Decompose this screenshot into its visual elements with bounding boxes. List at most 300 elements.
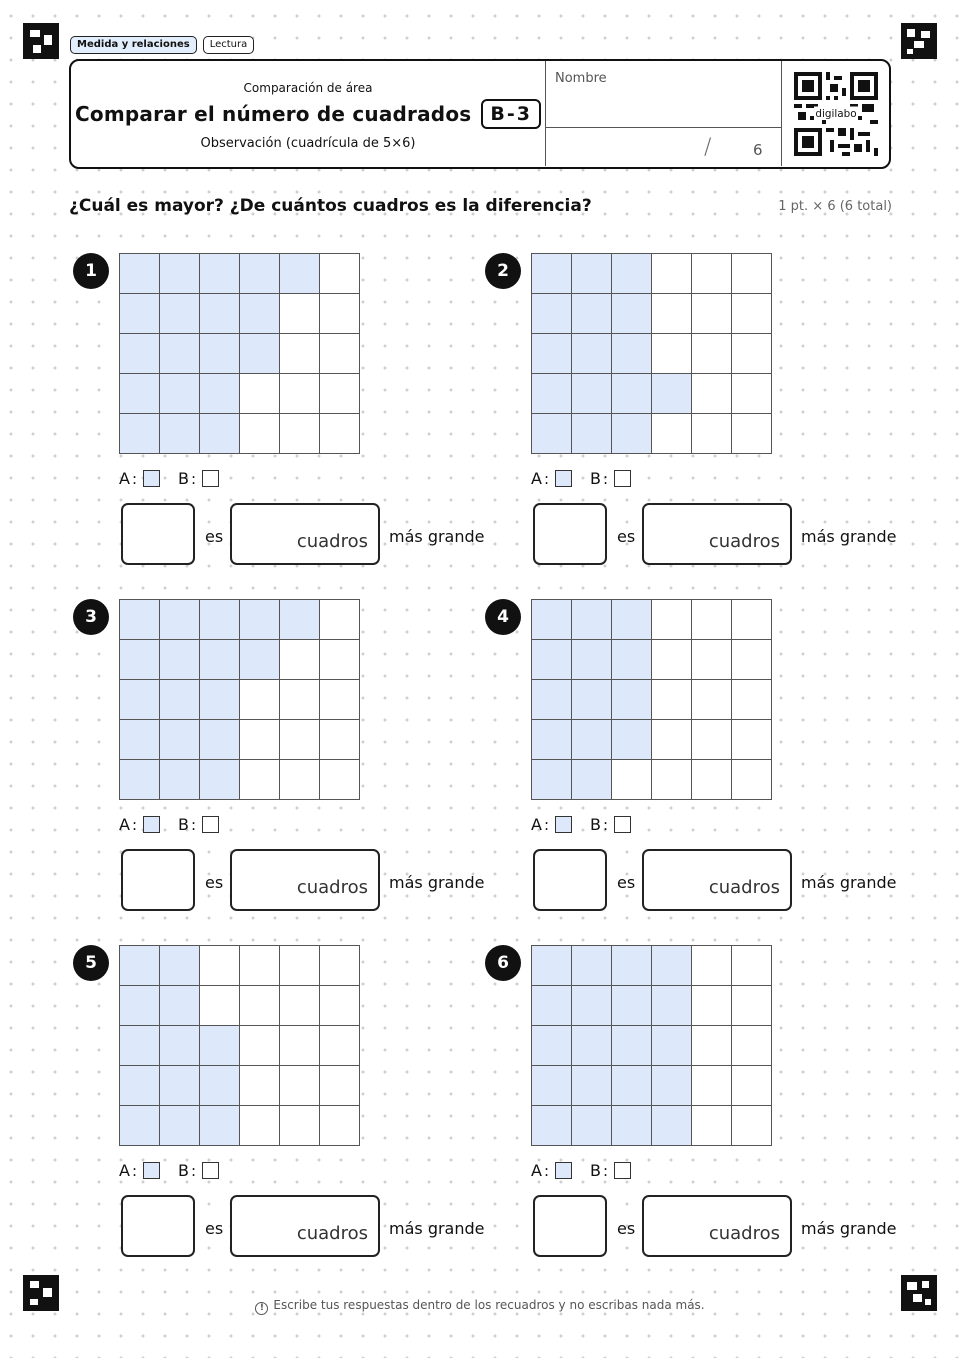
title-row	[71, 99, 545, 129]
answer-unit-label: cuadros	[708, 1223, 780, 1244]
grid-cell-b	[280, 1106, 320, 1146]
grid-cell-a	[572, 600, 612, 640]
grid-cell-a	[160, 1106, 200, 1146]
legend-b-label: B	[590, 469, 601, 488]
grid-cell-a	[200, 1066, 240, 1106]
answer-box-count[interactable]	[642, 849, 792, 911]
legend-a-label: A	[531, 815, 542, 834]
grid-cell-b	[692, 600, 732, 640]
legend-colon: :	[131, 815, 138, 834]
title-block	[71, 61, 545, 166]
answer-row	[533, 849, 905, 911]
legend-b-label: B	[178, 469, 189, 488]
problem-6	[485, 945, 905, 1285]
grid-cell-a	[120, 1106, 160, 1146]
grid-cell-b	[320, 1106, 360, 1146]
grid-cell-b	[240, 986, 280, 1026]
grid-cell-b	[652, 600, 692, 640]
answer-unit-label: cuadros	[296, 1223, 368, 1244]
comparison-grid	[531, 945, 772, 1146]
grid-cell-b	[240, 1106, 280, 1146]
grid-cell-a	[160, 986, 200, 1026]
grid-cell-a	[160, 760, 200, 800]
grid-cell-a	[572, 720, 612, 760]
grid-cell-b	[652, 294, 692, 334]
grid-cell-a	[200, 294, 240, 334]
grid-cell-b	[692, 334, 732, 374]
grid-cell-b	[280, 986, 320, 1026]
score-total: 6	[753, 141, 763, 159]
grid-cell-b	[692, 414, 732, 454]
legend-a-label: A	[531, 469, 542, 488]
legend-a-label: A	[119, 1161, 130, 1180]
grid-cell-a	[532, 374, 572, 414]
grid-cell-a	[120, 254, 160, 294]
grid-cell-a	[120, 1026, 160, 1066]
legend-b-swatch	[614, 470, 631, 487]
grid-cell-b	[280, 946, 320, 986]
grid-cell-b	[280, 374, 320, 414]
grid-cell-a	[572, 1106, 612, 1146]
grid-cell-a	[240, 294, 280, 334]
grid-cell-a	[572, 946, 612, 986]
grid-cell-a	[652, 986, 692, 1026]
legend-a-swatch	[143, 470, 160, 487]
grid-cell-b	[240, 946, 280, 986]
grid-cell-a	[120, 374, 160, 414]
grid-cell-a	[572, 254, 612, 294]
grid-cell-a	[120, 760, 160, 800]
grid-cell-b	[280, 294, 320, 334]
answer-box-letter[interactable]	[121, 1195, 195, 1257]
qr-caption: digilabo	[815, 108, 857, 121]
grid-cell-a	[120, 334, 160, 374]
grid-cell-a	[612, 986, 652, 1026]
grid-cell-a	[200, 680, 240, 720]
grid-cell-a	[160, 680, 200, 720]
grid-cell-a	[532, 720, 572, 760]
grid-cell-a	[280, 254, 320, 294]
grid-cell-a	[612, 1106, 652, 1146]
grid-cell-b	[692, 680, 732, 720]
legend-colon: :	[191, 815, 197, 834]
grid-cell-b	[320, 760, 360, 800]
grid-cell-a	[160, 294, 200, 334]
grid-cell-a	[572, 1026, 612, 1066]
grid-cell-a	[160, 600, 200, 640]
grid-cell-a	[240, 334, 280, 374]
grid-cell-a	[200, 414, 240, 454]
grid-cell-a	[200, 1026, 240, 1066]
grid-cell-a	[120, 600, 160, 640]
corner-marker-top-right	[901, 23, 937, 59]
legend-b-label: B	[178, 815, 189, 834]
grid-cell-a	[612, 600, 652, 640]
answer-row	[121, 849, 493, 911]
grid-cell-a	[652, 374, 692, 414]
answer-row	[121, 503, 493, 565]
legend	[531, 469, 649, 488]
grid-cell-a	[612, 1026, 652, 1066]
answer-suffix-label: más grande	[801, 1219, 897, 1238]
grid-cell-a	[120, 414, 160, 454]
grid-cell-a	[160, 640, 200, 680]
grid-cell-a	[572, 680, 612, 720]
grid-cell-b	[320, 254, 360, 294]
problem-number: 4	[485, 599, 521, 635]
grid-cell-b	[692, 986, 732, 1026]
legend-a-label: A	[119, 815, 130, 834]
grid-cell-b	[732, 1066, 772, 1106]
qr-code-icon	[794, 72, 878, 156]
grid-cell-a	[572, 374, 612, 414]
grid-cell-a	[120, 640, 160, 680]
grid-cell-b	[320, 640, 360, 680]
grid-cell-b	[732, 760, 772, 800]
grid-cell-a	[572, 334, 612, 374]
answer-unit-label: cuadros	[296, 877, 368, 898]
grid-cell-b	[692, 946, 732, 986]
answer-es-label: es	[617, 1219, 636, 1238]
grid-cell-a	[200, 600, 240, 640]
answer-es-label: es	[617, 527, 636, 546]
legend	[119, 1161, 237, 1180]
legend-colon: :	[543, 1161, 550, 1180]
legend-colon: :	[191, 469, 197, 488]
grid-cell-a	[240, 640, 280, 680]
grid-cell-b	[320, 414, 360, 454]
grid-cell-a	[532, 1066, 572, 1106]
grid-cell-a	[652, 1066, 692, 1106]
score-slash: /	[704, 135, 712, 160]
legend-a-swatch	[555, 1162, 572, 1179]
grid-cell-a	[240, 254, 280, 294]
answer-unit-label: cuadros	[708, 877, 780, 898]
comparison-grid	[119, 253, 360, 454]
grid-cell-a	[200, 254, 240, 294]
legend-colon: :	[131, 1161, 138, 1180]
legend-b-label: B	[590, 1161, 601, 1180]
grid-cell-b	[240, 720, 280, 760]
grid-cell-b	[732, 600, 772, 640]
grid-cell-b	[280, 680, 320, 720]
grid-cell-a	[612, 680, 652, 720]
grid-cell-a	[532, 254, 572, 294]
grid-cell-a	[572, 414, 612, 454]
problem-number: 1	[73, 253, 109, 289]
grid-cell-a	[612, 414, 652, 454]
grid-cell-a	[120, 720, 160, 760]
grid-cell-a	[280, 600, 320, 640]
grid-cell-b	[320, 294, 360, 334]
grid-cell-b	[732, 640, 772, 680]
grid-cell-b	[280, 1026, 320, 1066]
grid-cell-a	[160, 254, 200, 294]
grid-cell-b	[240, 374, 280, 414]
grid-cell-b	[240, 760, 280, 800]
answer-suffix-label: más grande	[389, 1219, 485, 1238]
answer-box-count[interactable]	[230, 849, 380, 911]
answer-row	[533, 503, 905, 565]
grid-cell-b	[652, 414, 692, 454]
grid-cell-a	[120, 946, 160, 986]
grid-cell-b	[732, 1106, 772, 1146]
grid-cell-b	[652, 334, 692, 374]
answer-box-count[interactable]	[230, 1195, 380, 1257]
grid-cell-b	[320, 1066, 360, 1106]
grid-cell-b	[320, 986, 360, 1026]
answer-box-letter[interactable]	[533, 849, 607, 911]
answer-suffix-label: más grande	[801, 527, 897, 546]
grid-cell-b	[652, 760, 692, 800]
grid-cell-b	[732, 986, 772, 1026]
answer-suffix-label: más grande	[801, 873, 897, 892]
grid-cell-a	[572, 294, 612, 334]
grid-cell-a	[572, 986, 612, 1026]
grid-cell-b	[320, 374, 360, 414]
answer-box-count[interactable]	[642, 503, 792, 565]
answer-unit-label: cuadros	[708, 531, 780, 552]
grid-cell-a	[200, 1106, 240, 1146]
grid-cell-a	[612, 640, 652, 680]
footer-note	[0, 1298, 960, 1315]
legend-colon: :	[603, 469, 609, 488]
grid-cell-b	[652, 680, 692, 720]
legend-a-label: A	[119, 469, 130, 488]
grid-cell-a	[200, 760, 240, 800]
problem-3	[73, 599, 493, 939]
grid-cell-a	[572, 760, 612, 800]
grid-cell-a	[160, 1026, 200, 1066]
grid-cell-b	[692, 294, 732, 334]
grid-cell-a	[532, 334, 572, 374]
legend-b-swatch	[614, 816, 631, 833]
grid-cell-a	[532, 1106, 572, 1146]
worksheet-code: B-3	[481, 99, 541, 129]
grid-cell-b	[280, 720, 320, 760]
grid-cell-b	[692, 1026, 732, 1066]
legend-colon: :	[131, 469, 138, 488]
tag-type: Lectura	[203, 36, 255, 54]
legend-a-swatch	[143, 816, 160, 833]
grid-cell-b	[732, 680, 772, 720]
comparison-grid	[531, 253, 772, 454]
grid-cell-b	[732, 334, 772, 374]
grid-cell-b	[732, 946, 772, 986]
grid-cell-b	[652, 254, 692, 294]
footer-text: Escribe tus respuestas dentro de los recuadros y no escribas nada más.	[273, 1298, 705, 1312]
worksheet-subtitle: Comparación de área	[243, 81, 373, 95]
legend-colon: :	[603, 1161, 609, 1180]
grid-cell-a	[532, 946, 572, 986]
answer-es-label: es	[205, 873, 224, 892]
grid-cell-b	[732, 374, 772, 414]
grid-cell-a	[200, 374, 240, 414]
grid-cell-a	[532, 294, 572, 334]
comparison-grid	[119, 945, 360, 1146]
grid-cell-a	[612, 334, 652, 374]
grid-cell-b	[692, 1066, 732, 1106]
problem-2	[485, 253, 905, 593]
grid-cell-a	[612, 374, 652, 414]
grid-cell-b	[280, 640, 320, 680]
answer-box-count[interactable]	[230, 503, 380, 565]
grid-cell-a	[612, 1066, 652, 1106]
answer-box-count[interactable]	[642, 1195, 792, 1257]
grid-cell-b	[612, 760, 652, 800]
problem-number: 3	[73, 599, 109, 635]
grid-cell-b	[732, 1026, 772, 1066]
grid-cell-a	[200, 640, 240, 680]
grid-cell-b	[320, 1026, 360, 1066]
grid-cell-b	[240, 1066, 280, 1106]
grid-cell-a	[120, 294, 160, 334]
grid-cell-a	[612, 946, 652, 986]
grid-cell-b	[280, 414, 320, 454]
grid-cell-b	[732, 720, 772, 760]
legend-a-swatch	[555, 470, 572, 487]
grid-cell-a	[572, 640, 612, 680]
legend	[531, 815, 649, 834]
comparison-grid	[119, 599, 360, 800]
grid-cell-a	[200, 334, 240, 374]
answer-unit-label: cuadros	[296, 531, 368, 552]
answer-es-label: es	[205, 1219, 224, 1238]
worksheet-header	[69, 59, 891, 169]
legend-a-label: A	[531, 1161, 542, 1180]
instruction-text: ¿Cuál es mayor? ¿De cuántos cuadros es la diferencia?	[69, 196, 592, 216]
answer-row	[533, 1195, 905, 1257]
legend	[531, 1161, 649, 1180]
name-field[interactable]	[546, 61, 781, 128]
problem-4	[485, 599, 905, 939]
grid-cell-b	[240, 414, 280, 454]
tag-list	[70, 36, 254, 54]
problem-number: 5	[73, 945, 109, 981]
name-label: Nombre	[555, 71, 607, 86]
grid-cell-b	[692, 1106, 732, 1146]
legend-colon: :	[603, 815, 609, 834]
problem-1	[73, 253, 493, 593]
grid-cell-a	[160, 946, 200, 986]
grid-cell-a	[652, 1106, 692, 1146]
grid-cell-b	[320, 334, 360, 374]
grid-cell-b	[240, 680, 280, 720]
grid-cell-b	[732, 414, 772, 454]
grid-cell-b	[692, 374, 732, 414]
answer-es-label: es	[205, 527, 224, 546]
grid-cell-a	[612, 294, 652, 334]
grid-cell-b	[320, 600, 360, 640]
legend	[119, 815, 237, 834]
legend-b-swatch	[614, 1162, 631, 1179]
legend	[119, 469, 237, 488]
problem-5	[73, 945, 493, 1285]
tag-category: Medida y relaciones	[70, 36, 197, 54]
grid-cell-b	[280, 334, 320, 374]
grid-cell-b	[692, 760, 732, 800]
grid-cell-b	[732, 254, 772, 294]
grid-cell-a	[612, 254, 652, 294]
grid-cell-b	[200, 946, 240, 986]
legend-colon: :	[543, 469, 550, 488]
grid-cell-a	[160, 414, 200, 454]
answer-box-letter[interactable]	[121, 849, 195, 911]
answer-box-letter[interactable]	[533, 1195, 607, 1257]
grid-cell-a	[612, 720, 652, 760]
worksheet-title: Comparar el número de cuadrados	[75, 102, 472, 126]
grid-cell-b	[200, 986, 240, 1026]
answer-box-letter[interactable]	[121, 503, 195, 565]
answer-es-label: es	[617, 873, 636, 892]
grid-cell-b	[652, 720, 692, 760]
grid-cell-a	[532, 414, 572, 454]
problem-number: 2	[485, 253, 521, 289]
grid-cell-a	[572, 1066, 612, 1106]
grid-cell-b	[280, 1066, 320, 1106]
grid-cell-b	[692, 720, 732, 760]
legend-colon: :	[191, 1161, 197, 1180]
legend-b-swatch	[202, 816, 219, 833]
legend-a-swatch	[143, 1162, 160, 1179]
grid-cell-a	[160, 374, 200, 414]
grid-cell-b	[240, 1026, 280, 1066]
grid-cell-a	[532, 680, 572, 720]
qr-block	[781, 61, 888, 166]
answer-box-letter[interactable]	[533, 503, 607, 565]
grid-cell-b	[280, 760, 320, 800]
grid-cell-a	[120, 986, 160, 1026]
legend-b-swatch	[202, 470, 219, 487]
legend-colon: :	[543, 815, 550, 834]
answer-row	[121, 1195, 493, 1257]
problem-number: 6	[485, 945, 521, 981]
grid-cell-a	[160, 720, 200, 760]
grid-cell-a	[652, 1026, 692, 1066]
grid-cell-b	[692, 254, 732, 294]
legend-b-label: B	[178, 1161, 189, 1180]
grid-cell-a	[120, 1066, 160, 1106]
corner-marker-top-left	[23, 23, 59, 59]
grid-cell-a	[200, 720, 240, 760]
grid-cell-a	[532, 760, 572, 800]
grid-cell-a	[240, 600, 280, 640]
legend-b-label: B	[590, 815, 601, 834]
grid-cell-a	[160, 1066, 200, 1106]
grid-cell-b	[652, 640, 692, 680]
grid-cell-a	[532, 640, 572, 680]
grid-cell-b	[320, 720, 360, 760]
legend-b-swatch	[202, 1162, 219, 1179]
answer-suffix-label: más grande	[389, 873, 485, 892]
grid-cell-a	[532, 1026, 572, 1066]
info-icon: !	[255, 1302, 268, 1315]
answer-suffix-label: más grande	[389, 527, 485, 546]
grid-cell-a	[120, 680, 160, 720]
grid-cell-a	[160, 334, 200, 374]
grid-cell-b	[320, 946, 360, 986]
name-score-block	[545, 61, 781, 166]
grid-cell-b	[732, 294, 772, 334]
points-info: 1 pt. × 6 (6 total)	[778, 199, 892, 214]
worksheet-observation: Observación (cuadrícula de 5×6)	[200, 136, 416, 151]
grid-cell-a	[532, 986, 572, 1026]
comparison-grid	[531, 599, 772, 800]
grid-cell-b	[692, 640, 732, 680]
legend-a-swatch	[555, 816, 572, 833]
grid-cell-a	[652, 946, 692, 986]
grid-cell-b	[320, 680, 360, 720]
